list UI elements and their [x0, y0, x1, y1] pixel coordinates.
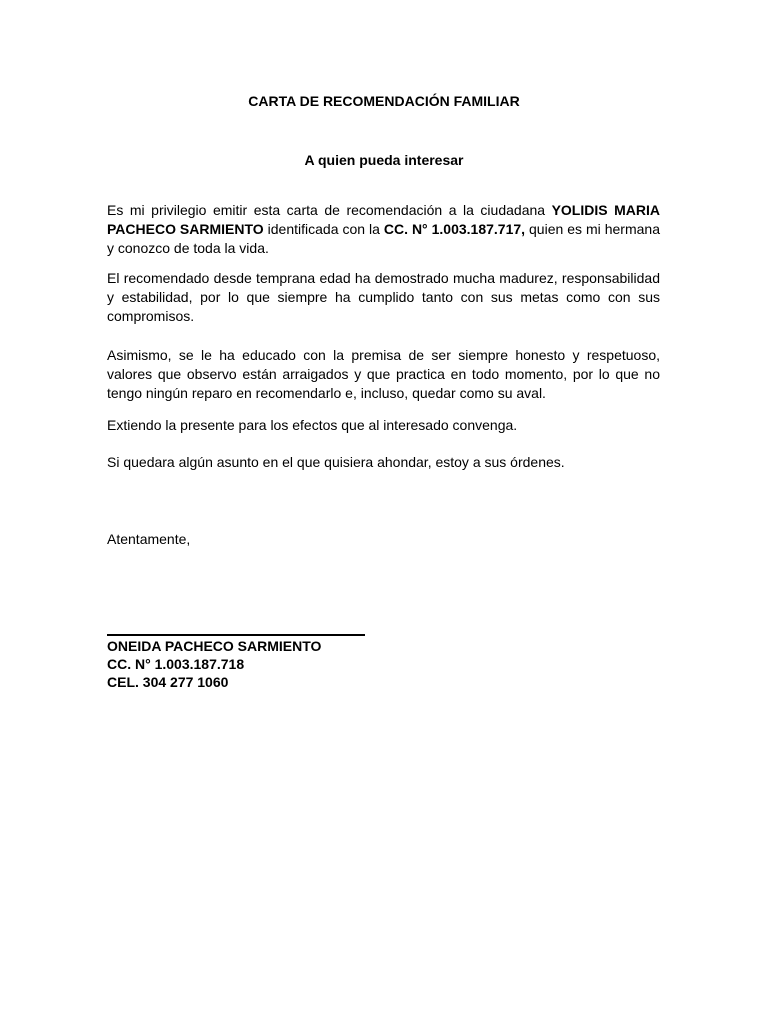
paragraph-maturity: El recomendado desde temprana edad ha demostrado mucha madurez, responsabilidad y estabilidad, por lo que siempre ha cumplido tanto con sus metas como con sus compromisos.: [107, 270, 660, 324]
recommended-name: YOLIDIS MARIA PACHECO SARMIENTO: [107, 202, 660, 237]
paragraph-contact-offer: Si quedara algún asunto en el que quisiera ahondar, estoy a sus órdenes.: [107, 454, 565, 470]
signer-phone: CEL. 304 277 1060: [107, 674, 229, 690]
intro-text-c: quien es mi hermana y conozco de toda la vida.: [107, 221, 660, 256]
signature-line: [107, 634, 365, 636]
intro-text-b: identificada con la: [263, 221, 384, 237]
paragraph-introduction: [107, 201, 660, 258]
paragraph-values: Asimismo, se le ha educado con la premisa de ser siempre honesto y respetuoso, valores que observo están arraigados y que practica en todo momento, por lo que no tengo ningún reparo en recomendarlo e, incluso, quedar como su aval.: [107, 347, 660, 401]
recommended-id: CC. N° 1.003.187.717,: [383, 221, 526, 237]
signer-id: CC. N° 1.003.187.718: [107, 656, 245, 672]
letter-salutation: A quien pueda interesar: [304, 152, 464, 168]
closing-phrase: Atentamente,: [107, 531, 191, 547]
intro-text-a: Es mi privilegio emitir esta carta de recomendación a la ciudadana: [107, 202, 552, 218]
signer-name: ONEIDA PACHECO SARMIENTO: [107, 638, 322, 654]
paragraph-purpose: Extiendo la presente para los efectos que al interesado convenga.: [107, 417, 518, 433]
letter-title: CARTA DE RECOMENDACIÓN FAMILIAR: [248, 93, 520, 109]
